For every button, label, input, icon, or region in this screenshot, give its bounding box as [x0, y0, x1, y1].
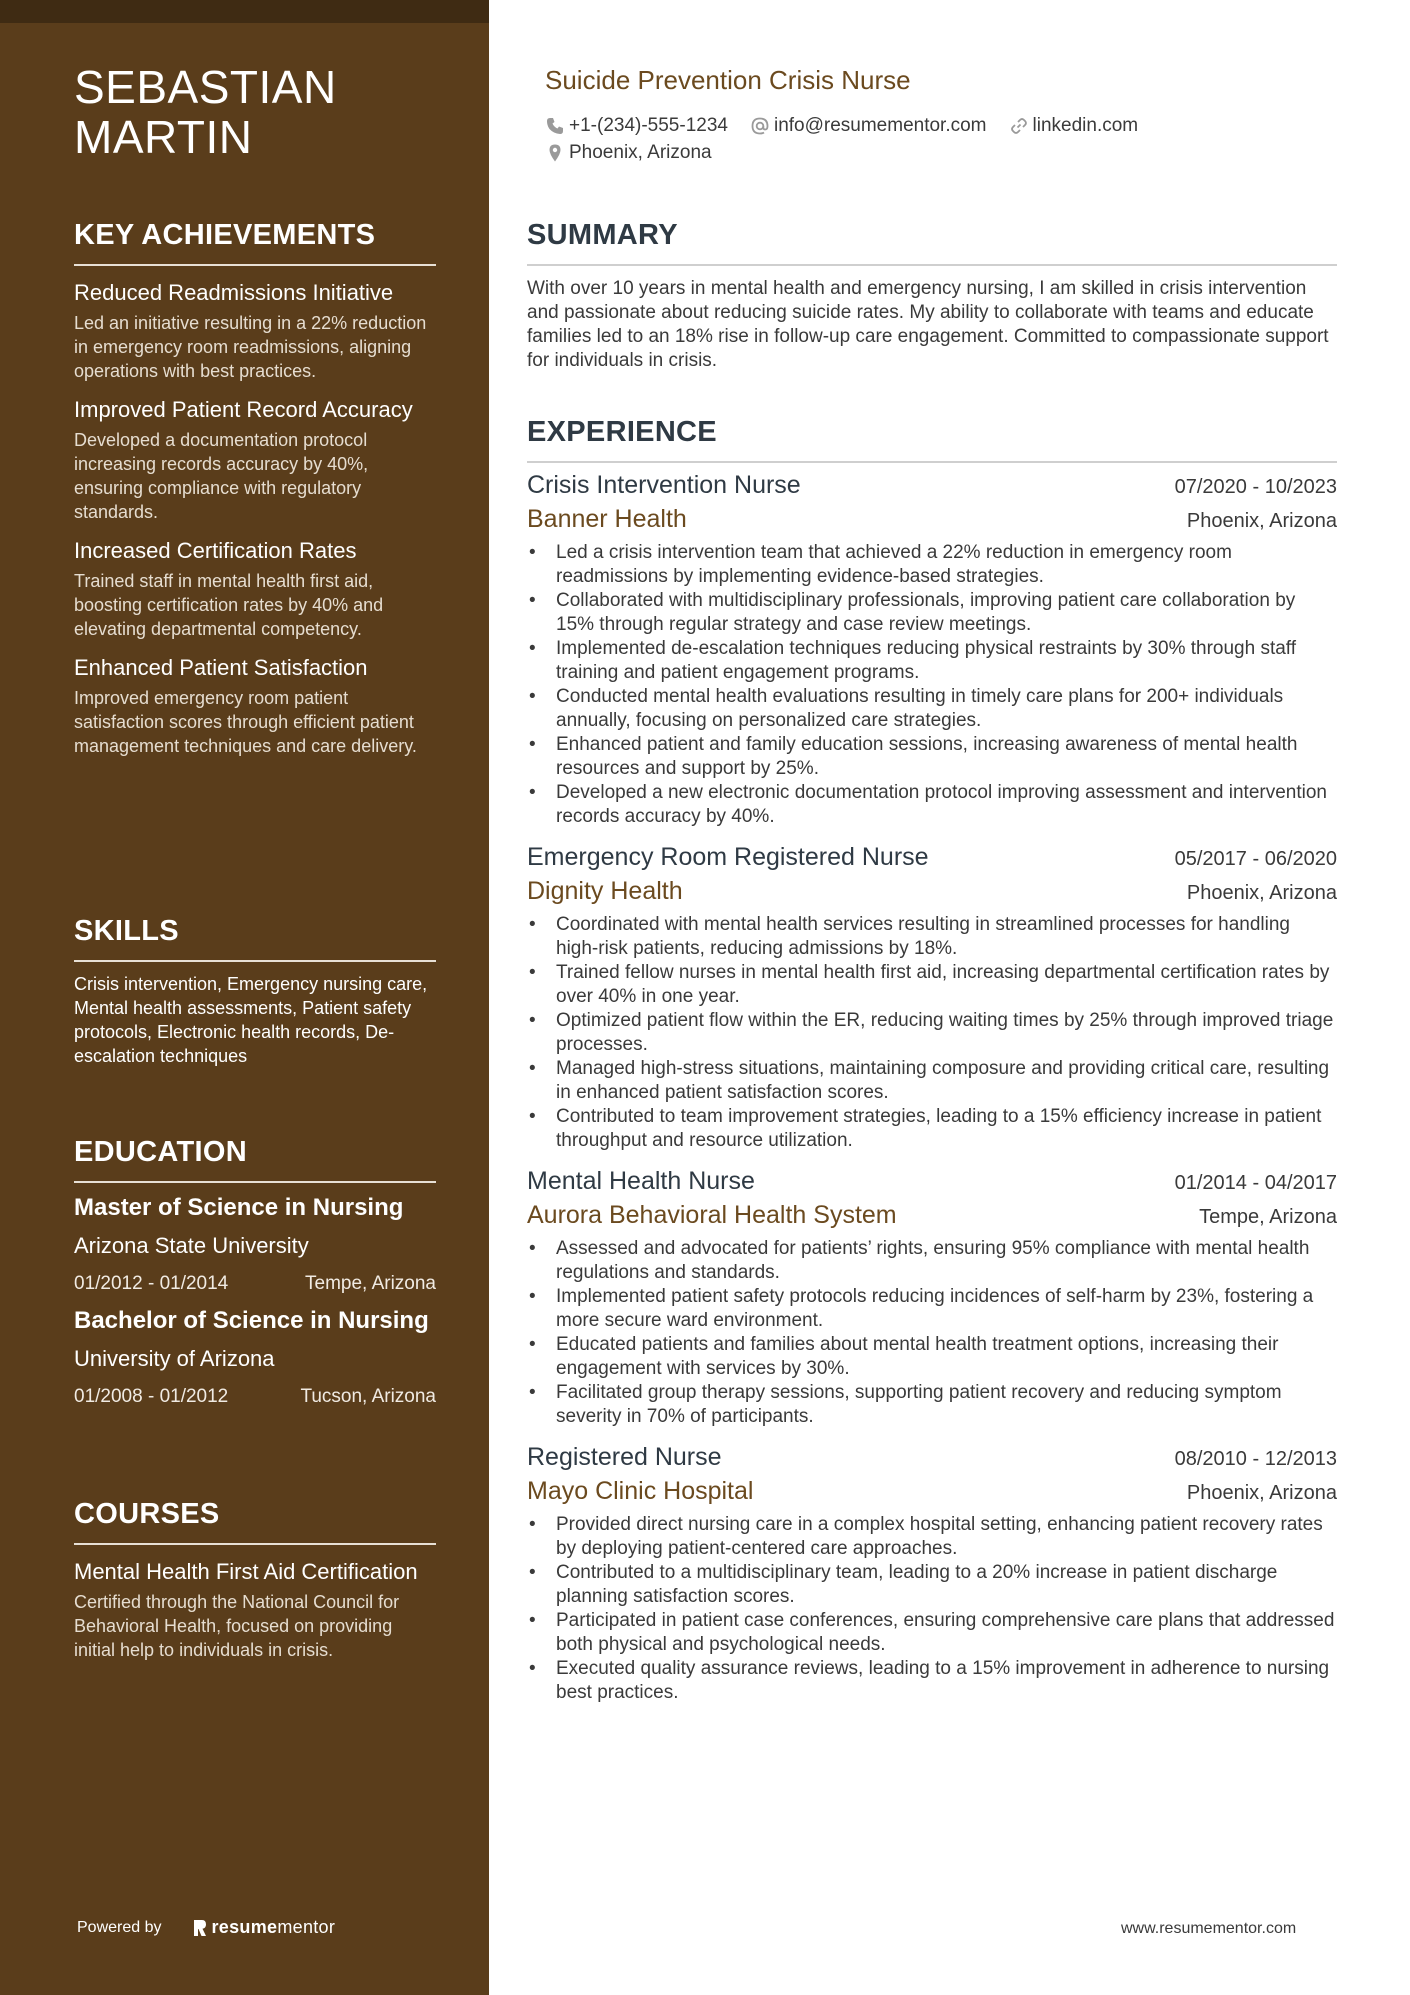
- education-degree: Master of Science in Nursing: [74, 1194, 404, 1221]
- achievement-desc: Trained staff in mental health first aid, boosting certification rates by 40% and elevating departmental competency.: [74, 571, 384, 639]
- job-bullet: • Collaborated with multidisciplinary professionals, improving patient care collaboration by 15% through regular strategy and case review meetings.: [527, 589, 1337, 637]
- job-organization: Mayo Clinic Hospital: [527, 1477, 754, 1505]
- job-header: [527, 1165, 1337, 1199]
- courses-heading: COURSES: [74, 1497, 436, 1545]
- education-item: [74, 1306, 436, 1409]
- job-bullet: • Implemented de-escalation techniques reducing physical restraints by 30% through staff training and patient engagement programs.: [527, 637, 1337, 685]
- courses-section: [74, 1497, 436, 1662]
- job-subheader: [527, 1475, 1337, 1509]
- sidebar: [0, 0, 489, 1995]
- footer-url[interactable]: www.resumementor.com: [1121, 1920, 1297, 1937]
- job-bullet: • Assessed and advocated for patients’ rights, ensuring 95% compliance with mental health regulations and standards.: [527, 1237, 1337, 1285]
- brand-name-light: mentor: [277, 1917, 336, 1937]
- job-bullet: • Coordinated with mental health services resulting in streamlined processes for handling high-risk patients, reducing admissions by 18%.: [527, 913, 1337, 961]
- job-bullet: • Educated patients and families about mental health treatment options, increasing their engagement with services by 30%.: [527, 1333, 1337, 1381]
- job-subheader: [527, 875, 1337, 909]
- job-dates: 01/2014 - 04/2017: [1174, 1172, 1337, 1194]
- education-meta: [74, 1272, 436, 1296]
- contact-info: [545, 112, 1305, 166]
- education-degree: Bachelor of Science in Nursing: [74, 1307, 429, 1334]
- education-school: Arizona State University: [74, 1233, 309, 1258]
- job-bullets: [527, 541, 1337, 829]
- job-dates: 07/2020 - 10/2023: [1174, 476, 1337, 498]
- experience-heading: EXPERIENCE: [527, 415, 1337, 463]
- name-first: SEBASTIAN: [74, 61, 337, 113]
- achievement-title: Improved Patient Record Accuracy: [74, 397, 413, 422]
- email-text: info@resumementor.com: [773, 115, 987, 136]
- job-entry: [527, 1441, 1337, 1705]
- key-achievements-section: [74, 218, 436, 758]
- achievement-item: [74, 395, 436, 524]
- job-dates: 05/2017 - 06/2020: [1174, 848, 1337, 870]
- job-bullet: • Facilitated group therapy sessions, supporting patient recovery and reducing symptom severity in 70% of participants.: [527, 1381, 1337, 1429]
- summary-heading: SUMMARY: [527, 218, 1337, 266]
- job-bullets: [527, 1237, 1337, 1429]
- job-bullet: • Conducted mental health evaluations resulting in timely care plans for 200+ individuals annually, focusing on personalized care strategies.: [527, 685, 1337, 733]
- education-item: [74, 1193, 436, 1296]
- job-location: Tempe, Arizona: [1199, 1206, 1337, 1228]
- skills-section: [74, 914, 436, 1068]
- education-heading: EDUCATION: [74, 1135, 436, 1183]
- education-section: [74, 1135, 436, 1409]
- achievement-title: Increased Certification Rates: [74, 538, 357, 563]
- achievement-item: [74, 653, 436, 758]
- job-header: [527, 1441, 1337, 1475]
- contact-row: [545, 112, 1305, 139]
- job-bullet: • Implemented patient safety protocols reducing incidences of self-harm by 23%, fostering a more secure ward environment.: [527, 1285, 1337, 1333]
- achievement-title: Reduced Readmissions Initiative: [74, 280, 394, 305]
- education-location: Tempe, Arizona: [305, 1273, 436, 1294]
- course-title: Mental Health First Aid Certification: [74, 1559, 418, 1584]
- contact-phone[interactable]: [545, 112, 728, 139]
- job-location: Phoenix, Arizona: [1186, 1482, 1337, 1504]
- brand-logo[interactable]: [192, 1917, 336, 1938]
- job-organization: Banner Health: [527, 505, 687, 533]
- powered-by-label: Powered by: [77, 1918, 162, 1936]
- job-bullet: • Managed high-stress situations, maintaining composure and providing critical care, resulting in enhanced patient satisfaction scores.: [527, 1057, 1337, 1105]
- job-role: Registered Nurse: [527, 1443, 722, 1471]
- powered-by: [77, 1917, 335, 1938]
- summary-section: [527, 218, 1337, 373]
- education-meta: [74, 1385, 436, 1409]
- achievement-title: Enhanced Patient Satisfaction: [74, 655, 368, 680]
- linkedin-text: linkedin.com: [1032, 115, 1139, 136]
- job-entry: [527, 841, 1337, 1153]
- skills-list: Crisis intervention, Emergency nursing care, Mental health assessments, Patient safety protocols, Electronic health records, De-escalation techniques: [74, 974, 428, 1066]
- achievement-desc: Improved emergency room patient satisfaction scores through efficient patient management techniques and care delivery.: [74, 688, 417, 756]
- job-role: Emergency Room Registered Nurse: [527, 843, 929, 871]
- job-location: Phoenix, Arizona: [1186, 510, 1337, 532]
- job-entry: [527, 1165, 1337, 1429]
- skills-heading: SKILLS: [74, 914, 436, 962]
- job-subheader: [527, 1199, 1337, 1233]
- job-bullet: • Led a crisis intervention team that achieved a 22% reduction in emergency room readmissions by implementing evidence-based strategies.: [527, 541, 1337, 589]
- job-bullet: • Enhanced patient and family education sessions, increasing awareness of mental health resources and support by 25%.: [527, 733, 1337, 781]
- brand-name-bold: resume: [211, 1917, 278, 1937]
- job-bullet: • Provided direct nursing care in a complex hospital setting, enhancing patient recovery rates by deploying patient-centered care approaches.: [527, 1513, 1337, 1561]
- course-desc: Certified through the National Council for Behavioral Health, focused on providing initial help to individuals in crisis.: [74, 1592, 400, 1660]
- job-organization: Dignity Health: [527, 877, 683, 905]
- job-header: [527, 469, 1337, 503]
- achievement-desc: Led an initiative resulting in a 22% reduction in emergency room readmissions, aligning operations with best practices.: [74, 313, 427, 381]
- job-entry: [527, 469, 1337, 829]
- job-bullets: [527, 913, 1337, 1153]
- job-bullet: • Optimized patient flow within the ER, reducing waiting times by 25% through improved triage processes.: [527, 1009, 1337, 1057]
- job-header: [527, 841, 1337, 875]
- job-role: Crisis Intervention Nurse: [527, 471, 801, 499]
- job-bullet: • Participated in patient case conferences, ensuring comprehensive care plans that addressed both physical and psychological needs.: [527, 1609, 1337, 1657]
- contact-location: [545, 139, 712, 166]
- key-achievements-heading: KEY ACHIEVEMENTS: [74, 218, 436, 266]
- job-bullet: • Contributed to team improvement strategies, leading to a 15% efficiency increase in patient throughput and resource utilization.: [527, 1105, 1337, 1153]
- candidate-name: [74, 62, 454, 162]
- course-item: [74, 1557, 436, 1662]
- job-bullets: [527, 1513, 1337, 1705]
- education-location: Tucson, Arizona: [300, 1386, 436, 1407]
- job-dates: 08/2010 - 12/2013: [1174, 1448, 1337, 1470]
- job-bullet: • Trained fellow nurses in mental health first aid, increasing departmental certification rates by over 40% in one year.: [527, 961, 1337, 1009]
- job-bullet: • Developed a new electronic documentation protocol improving assessment and intervention records accuracy by 40%.: [527, 781, 1337, 829]
- phone-icon: [545, 116, 565, 136]
- name-last: MARTIN: [74, 111, 253, 163]
- job-location: Phoenix, Arizona: [1186, 882, 1337, 904]
- location-pin-icon: [545, 143, 565, 163]
- target-job-title: Suicide Prevention Crisis Nurse: [545, 65, 911, 95]
- summary-text: With over 10 years in mental health and emergency nursing, I am skilled in crisis intervention and passionate about reducing suicide rates. My ability to collaborate with teams and educate families led to an 18% rise in follow-up care engagement. Committed to compassionate support for individuals in crisis.: [527, 278, 1329, 371]
- experience-section: [527, 415, 1337, 1705]
- at-sign-icon: [750, 116, 770, 136]
- link-icon: [1009, 116, 1029, 136]
- education-dates: 01/2008 - 01/2012: [74, 1386, 229, 1407]
- achievement-item: [74, 278, 436, 383]
- job-bullet: • Executed quality assurance reviews, leading to a 15% improvement in adherence to nursing best practices.: [527, 1657, 1337, 1705]
- location-text: Phoenix, Arizona: [569, 142, 712, 163]
- achievement-item: [74, 536, 436, 641]
- education-school: University of Arizona: [74, 1346, 275, 1371]
- job-subheader: [527, 503, 1337, 537]
- education-dates: 01/2012 - 01/2014: [74, 1273, 229, 1294]
- contact-email[interactable]: [750, 112, 987, 139]
- job-organization: Aurora Behavioral Health System: [527, 1201, 897, 1229]
- contact-linkedin[interactable]: [1009, 112, 1139, 139]
- job-role: Mental Health Nurse: [527, 1167, 755, 1195]
- sidebar-top-bar: [0, 0, 489, 23]
- job-bullet: • Contributed to a multidisciplinary team, leading to a 20% increase in patient discharge planning satisfaction scores.: [527, 1561, 1337, 1609]
- achievement-desc: Developed a documentation protocol increasing records accuracy by 40%, ensuring compliance with regulatory standards.: [74, 430, 369, 522]
- resumementor-logo-icon: [192, 1918, 208, 1938]
- phone-text: +1-(234)-555-1234: [569, 115, 728, 136]
- contact-row: [545, 139, 1305, 166]
